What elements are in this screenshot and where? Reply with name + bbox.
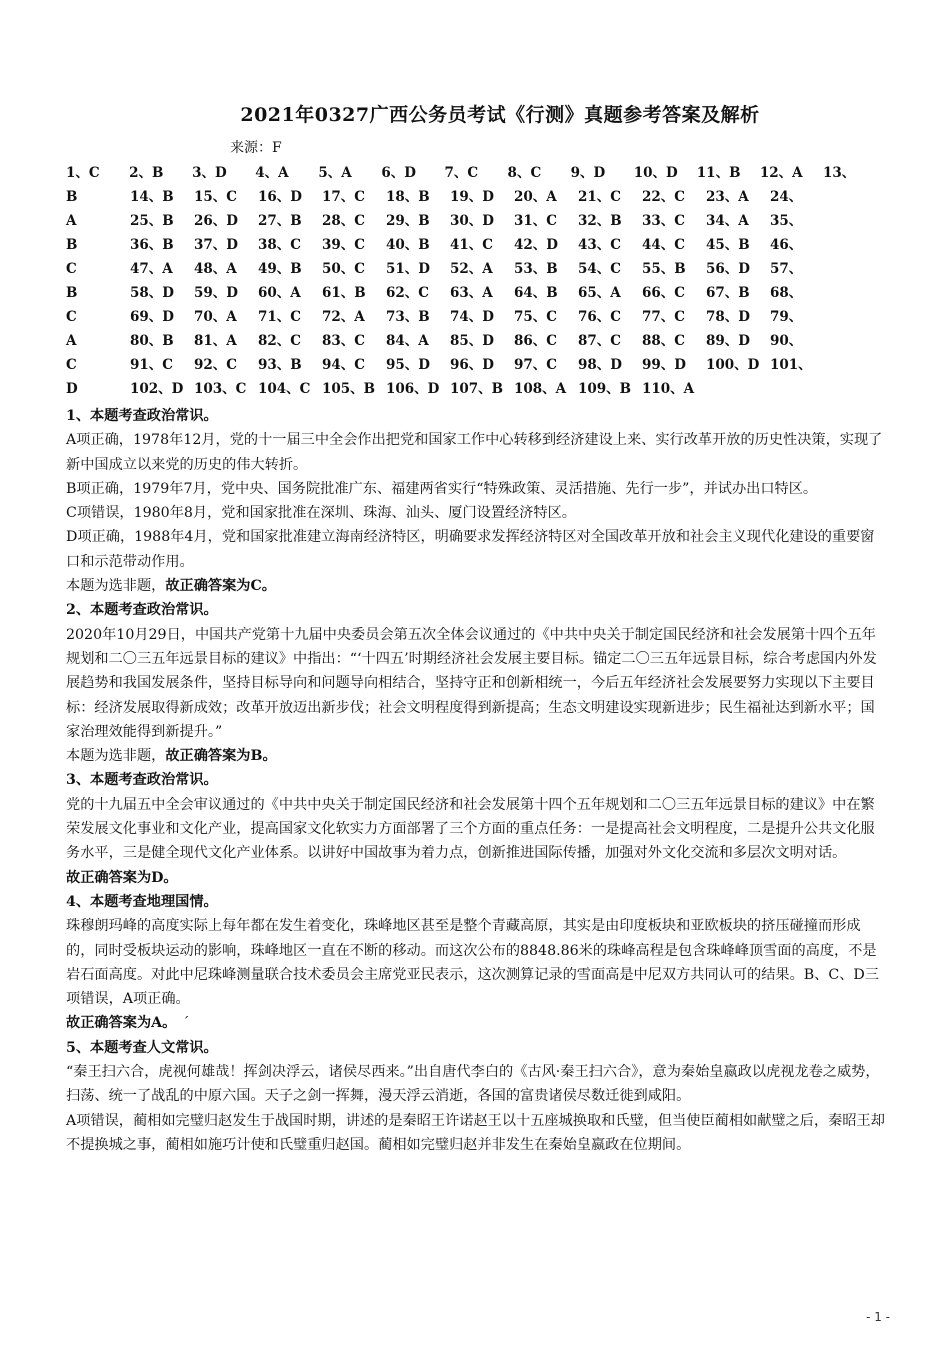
answer-cell: 93、B xyxy=(258,357,302,373)
answer-cell: 70、A xyxy=(194,309,237,325)
q3-answer: 故正确答案为D。 xyxy=(66,869,178,886)
answer-cell: 110、A xyxy=(642,381,695,397)
q4-conclusion xyxy=(66,1011,886,1035)
answer-cell: 95、D xyxy=(386,357,430,373)
answer-key xyxy=(66,161,886,401)
answer-cell: A xyxy=(66,213,77,229)
page-title: 2021年0327广西公务员考试《行测》真题参考答案及解析 xyxy=(240,104,760,126)
answer-cell: 11、B xyxy=(696,165,741,181)
answer-cell: 58、D xyxy=(130,285,174,301)
answer-row xyxy=(66,161,886,185)
answer-cell: 83、C xyxy=(322,333,366,349)
answer-row xyxy=(66,281,886,305)
answer-cell: 52、A xyxy=(450,261,493,277)
answer-cell: 42、D xyxy=(514,237,558,253)
answer-cell: 48、A xyxy=(194,261,237,277)
q1-heading: 1、本题考查政治常识。 xyxy=(66,408,218,424)
answer-cell: 7、C xyxy=(444,165,479,181)
answer-cell: 40、B xyxy=(386,237,430,253)
q1-answer: 故正确答案为C。 xyxy=(165,578,276,595)
answer-cell: 89、D xyxy=(706,333,750,349)
answer-cell: 32、B xyxy=(578,213,622,229)
answer-cell: 109、B xyxy=(578,381,632,397)
answer-cell: 4、A xyxy=(255,165,289,181)
answer-cell: 8、C xyxy=(507,165,542,181)
answer-row xyxy=(66,377,886,401)
answer-cell: 60、A xyxy=(258,285,301,301)
answer-cell: D xyxy=(66,381,78,397)
answer-row xyxy=(66,353,886,377)
answer-cell: 20、A xyxy=(514,189,557,205)
answer-cell: 2、B xyxy=(129,165,164,181)
answer-cell: 101、 xyxy=(770,357,812,373)
answer-cell: 57、 xyxy=(770,261,803,277)
q3-heading: 3、本题考查政治常识。 xyxy=(66,772,218,789)
page-number: - 1 - xyxy=(866,1310,890,1324)
q1-option-b: B项正确，1979年7月，党中央、国务院批准广东、福建两省实行“特殊政策、灵活措施、先行一步”，并试办出口特区。 xyxy=(66,480,818,497)
answer-cell: 29、B xyxy=(386,213,430,229)
answer-cell: 97、C xyxy=(514,357,558,373)
answer-cell: 34、A xyxy=(706,213,749,229)
answer-cell: 86、C xyxy=(514,333,558,349)
answer-cell: 24、 xyxy=(770,189,803,205)
answer-cell: 47、A xyxy=(130,261,173,277)
answer-cell: 53、B xyxy=(514,261,558,277)
answer-cell: 71、C xyxy=(258,309,302,325)
answer-cell: 28、C xyxy=(322,213,366,229)
answer-cell: 64、B xyxy=(514,285,558,301)
q1-option-c: C项错误，1980年8月，党和国家批准在深圳、珠海、汕头、厦门设置经济特区。 xyxy=(66,505,576,522)
answer-cell: 61、B xyxy=(322,285,366,301)
answer-cell: 75、C xyxy=(514,309,558,325)
answer-cell: 23、A xyxy=(706,189,749,205)
q5-heading: 5、本题考查人文常识。 xyxy=(66,1039,218,1056)
answer-row xyxy=(66,233,886,257)
answer-cell: 45、B xyxy=(706,237,750,253)
answer-cell: 35、 xyxy=(770,213,803,229)
answer-cell: 10、D xyxy=(633,165,678,181)
answer-cell: 69、D xyxy=(130,309,174,325)
answer-cell: 106、D xyxy=(386,381,440,397)
answer-cell: 65、A xyxy=(578,285,621,301)
answer-cell: 56、D xyxy=(706,261,750,277)
answer-cell: 94、C xyxy=(322,357,366,373)
q2-text: 2020年10月29日，中国共产党第十九届中央委员会第五次全体会议通过的《中共中央关于制定国民经济和社会发展第十四个五年规划和二〇三五年远景目标的建议》中指出：“‘十四五’时期经济社会发展主要目标。锚定二〇三五年远景目标，综合考虑国内外发展趋势和我国发展条件，坚持目标导向和问题导向相结合，坚持守正和创新相统一，今后五年经济社会发展要努力实现以下主要目标：经济发展取得新成效；改革开放迈出新步伐；社会文明程度得到新提高；生态文明建设实现新进步；民生福祉达到新水平；国家治理效能得到新提升。” xyxy=(66,626,877,740)
answer-cell: B xyxy=(66,237,78,253)
answer-cell: 17、C xyxy=(322,189,366,205)
q1-option-d: D项正确，1988年4月，党和国家批准建立海南经济特区，明确要求发挥经济特区对全国改革开放和社会主义现代化建设的重要窗口和示范带动作用。 xyxy=(66,529,875,570)
answer-cell: 37、D xyxy=(194,237,238,253)
answer-cell: 105、B xyxy=(322,381,376,397)
answer-cell: 88、C xyxy=(642,333,686,349)
answer-cell: 90、 xyxy=(770,333,803,349)
q1-conclusion-prefix: 本题为选非题， xyxy=(66,578,166,595)
answer-cell: 22、C xyxy=(642,189,686,205)
answer-cell: 13、 xyxy=(822,165,856,181)
answer-cell: 25、B xyxy=(130,213,174,229)
answer-cell: 92、C xyxy=(194,357,238,373)
answer-cell: 68、 xyxy=(770,285,803,301)
answer-cell: 80、B xyxy=(130,333,174,349)
q4-mark: ´ xyxy=(182,1015,190,1032)
answer-cell: 81、A xyxy=(194,333,237,349)
answer-cell: 15、C xyxy=(194,189,238,205)
q2-answer: 故正确答案为B。 xyxy=(165,748,277,765)
answer-cell: 19、D xyxy=(450,189,494,205)
answer-cell: 44、C xyxy=(642,237,686,253)
answer-cell: 100、D xyxy=(706,357,760,373)
q4-heading: 4、本题考查地理国情。 xyxy=(66,893,218,910)
answer-cell: 59、D xyxy=(194,285,238,301)
answer-cell: A xyxy=(66,333,77,349)
answer-cell: 30、D xyxy=(450,213,494,229)
answer-cell: 41、C xyxy=(450,237,494,253)
answer-cell: 79、 xyxy=(770,309,803,325)
answer-cell: 85、D xyxy=(450,333,494,349)
answer-cell: 51、D xyxy=(386,261,430,277)
answer-cell: 49、B xyxy=(258,261,302,277)
answer-row xyxy=(66,257,886,281)
q5-option-a: A项错误，蔺相如完璧归赵发生于战国时期，讲述的是秦昭王许诺赵王以十五座城换取和氏璧，但当使臣蔺相如献璧之后，秦昭王却不提换城之事，蔺相如施巧计使和氏璧重归赵国。蔺相如完璧归赵并非发生在秦始皇嬴政在位期间。 xyxy=(66,1112,885,1153)
answer-cell: 31、C xyxy=(514,213,558,229)
answer-cell: 9、D xyxy=(570,165,606,181)
answer-cell: 107、B xyxy=(450,381,504,397)
answer-cell: 96、D xyxy=(450,357,494,373)
answer-cell: 99、D xyxy=(642,357,686,373)
answer-cell: 39、C xyxy=(322,237,366,253)
answer-cell: 27、B xyxy=(258,213,302,229)
answer-cell: 103、C xyxy=(194,381,247,397)
answer-cell: 38、C xyxy=(258,237,302,253)
answer-cell: 5、A xyxy=(318,165,352,181)
answer-cell: 50、C xyxy=(322,261,366,277)
q5-text: “秦王扫六合，虎视何雄哉！挥剑决浮云，诸侯尽西来。”出自唐代李白的《古风·秦王扫六合》，意为秦始皇嬴政以虎视龙卷之威势，扫荡、统一了战乱的中原六国。天子之剑一挥舞，漫天浮云消逝，各国的富贵诸侯尽数迁徙到咸阳。 xyxy=(66,1064,880,1105)
answer-cell: 87、C xyxy=(578,333,622,349)
answer-cell: 21、C xyxy=(578,189,622,205)
answer-cell: 73、B xyxy=(386,309,430,325)
q1-option-a: A项正确，1978年12月，党的十一届三中全会作出把党和国家工作中心转移到经济建设上来、实行改革开放的历史性决策，实现了新中国成立以来党的历史的伟大转折。 xyxy=(66,432,883,473)
answer-cell: C xyxy=(66,357,77,373)
answer-cell: B xyxy=(66,189,78,205)
answer-cell: B xyxy=(66,285,78,301)
answer-cell: 104、C xyxy=(258,381,311,397)
q3-text: 党的十九届五中全会审议通过的《中共中央关于制定国民经济和社会发展第十四个五年规划和二〇三五年远景目标的建议》中在繁荣发展文化事业和文化产业，提高国家文化软实力方面部署了三个方面的重点任务：一是提高社会文明程度，二是提升公共文化服务水平，三是健全现代文化产业体系。以讲好中国故事为着力点，创新推进国际传播，加强对外文化交流和多层次文明对话。 xyxy=(66,796,875,862)
answer-cell: 14、B xyxy=(130,189,174,205)
answer-row xyxy=(66,305,886,329)
answer-cell: 62、C xyxy=(386,285,430,301)
answer-cell: 72、A xyxy=(322,309,365,325)
q2-heading: 2、本题考查政治常识。 xyxy=(66,602,218,619)
answer-cell: 54、C xyxy=(578,261,622,277)
answer-cell: 33、C xyxy=(642,213,686,229)
answer-cell: 12、A xyxy=(759,165,803,181)
answer-cell: 67、B xyxy=(706,285,750,301)
answer-cell: 78、D xyxy=(706,309,750,325)
q2-conclusion xyxy=(66,744,886,768)
answer-cell: 3、D xyxy=(192,165,227,181)
answer-cell: 82、C xyxy=(258,333,302,349)
answer-cell: 77、C xyxy=(642,309,686,325)
answer-cell: 98、D xyxy=(578,357,622,373)
answer-cell: 91、C xyxy=(130,357,174,373)
answer-cell: C xyxy=(66,309,77,325)
answer-row xyxy=(66,329,886,353)
answer-cell: C xyxy=(66,261,77,277)
answer-cell: 36、B xyxy=(130,237,174,253)
answer-cell: 63、A xyxy=(450,285,493,301)
answer-cell: 102、D xyxy=(130,381,184,397)
q4-answer: 故正确答案为A。 xyxy=(66,1015,177,1032)
answer-cell: 84、A xyxy=(386,333,429,349)
answer-cell: 26、D xyxy=(194,213,238,229)
answer-row xyxy=(66,185,886,209)
answer-cell: 76、C xyxy=(578,309,622,325)
answer-cell: 55、B xyxy=(642,261,686,277)
answer-cell: 16、D xyxy=(258,189,302,205)
answer-row xyxy=(66,209,886,233)
answer-cell: 6、D xyxy=(381,165,416,181)
source-line: 来源：F xyxy=(230,140,282,156)
answer-cell: 74、D xyxy=(450,309,494,325)
q2-conclusion-prefix: 本题为选非题， xyxy=(66,748,166,765)
q1-conclusion xyxy=(66,574,886,598)
answer-cell: 43、C xyxy=(578,237,622,253)
answer-cell: 108、A xyxy=(514,381,567,397)
answer-cell: 66、C xyxy=(642,285,686,301)
answer-cell: 1、C xyxy=(66,165,100,181)
explanations xyxy=(66,404,886,1157)
q4-text: 珠穆朗玛峰的高度实际上每年都在发生着变化，珠峰地区甚至是整个青藏高原，其实是由印度板块和亚欧板块的挤压碰撞而形成的，同时受板块运动的影响，珠峰地区一直在不断的移动。而这次公布的8848.86米的珠峰高程是包含珠峰峰顶雪面的高度，不是岩石面高度。对此中尼珠峰测量联合技术委员会主席党亚民表示，这次测算记录的雪面高是中尼双方共同认可的结果。B、C、D三项错误，A项正确。 xyxy=(66,918,879,1008)
answer-cell: 46、 xyxy=(770,237,803,253)
answer-cell: 18、B xyxy=(386,189,430,205)
